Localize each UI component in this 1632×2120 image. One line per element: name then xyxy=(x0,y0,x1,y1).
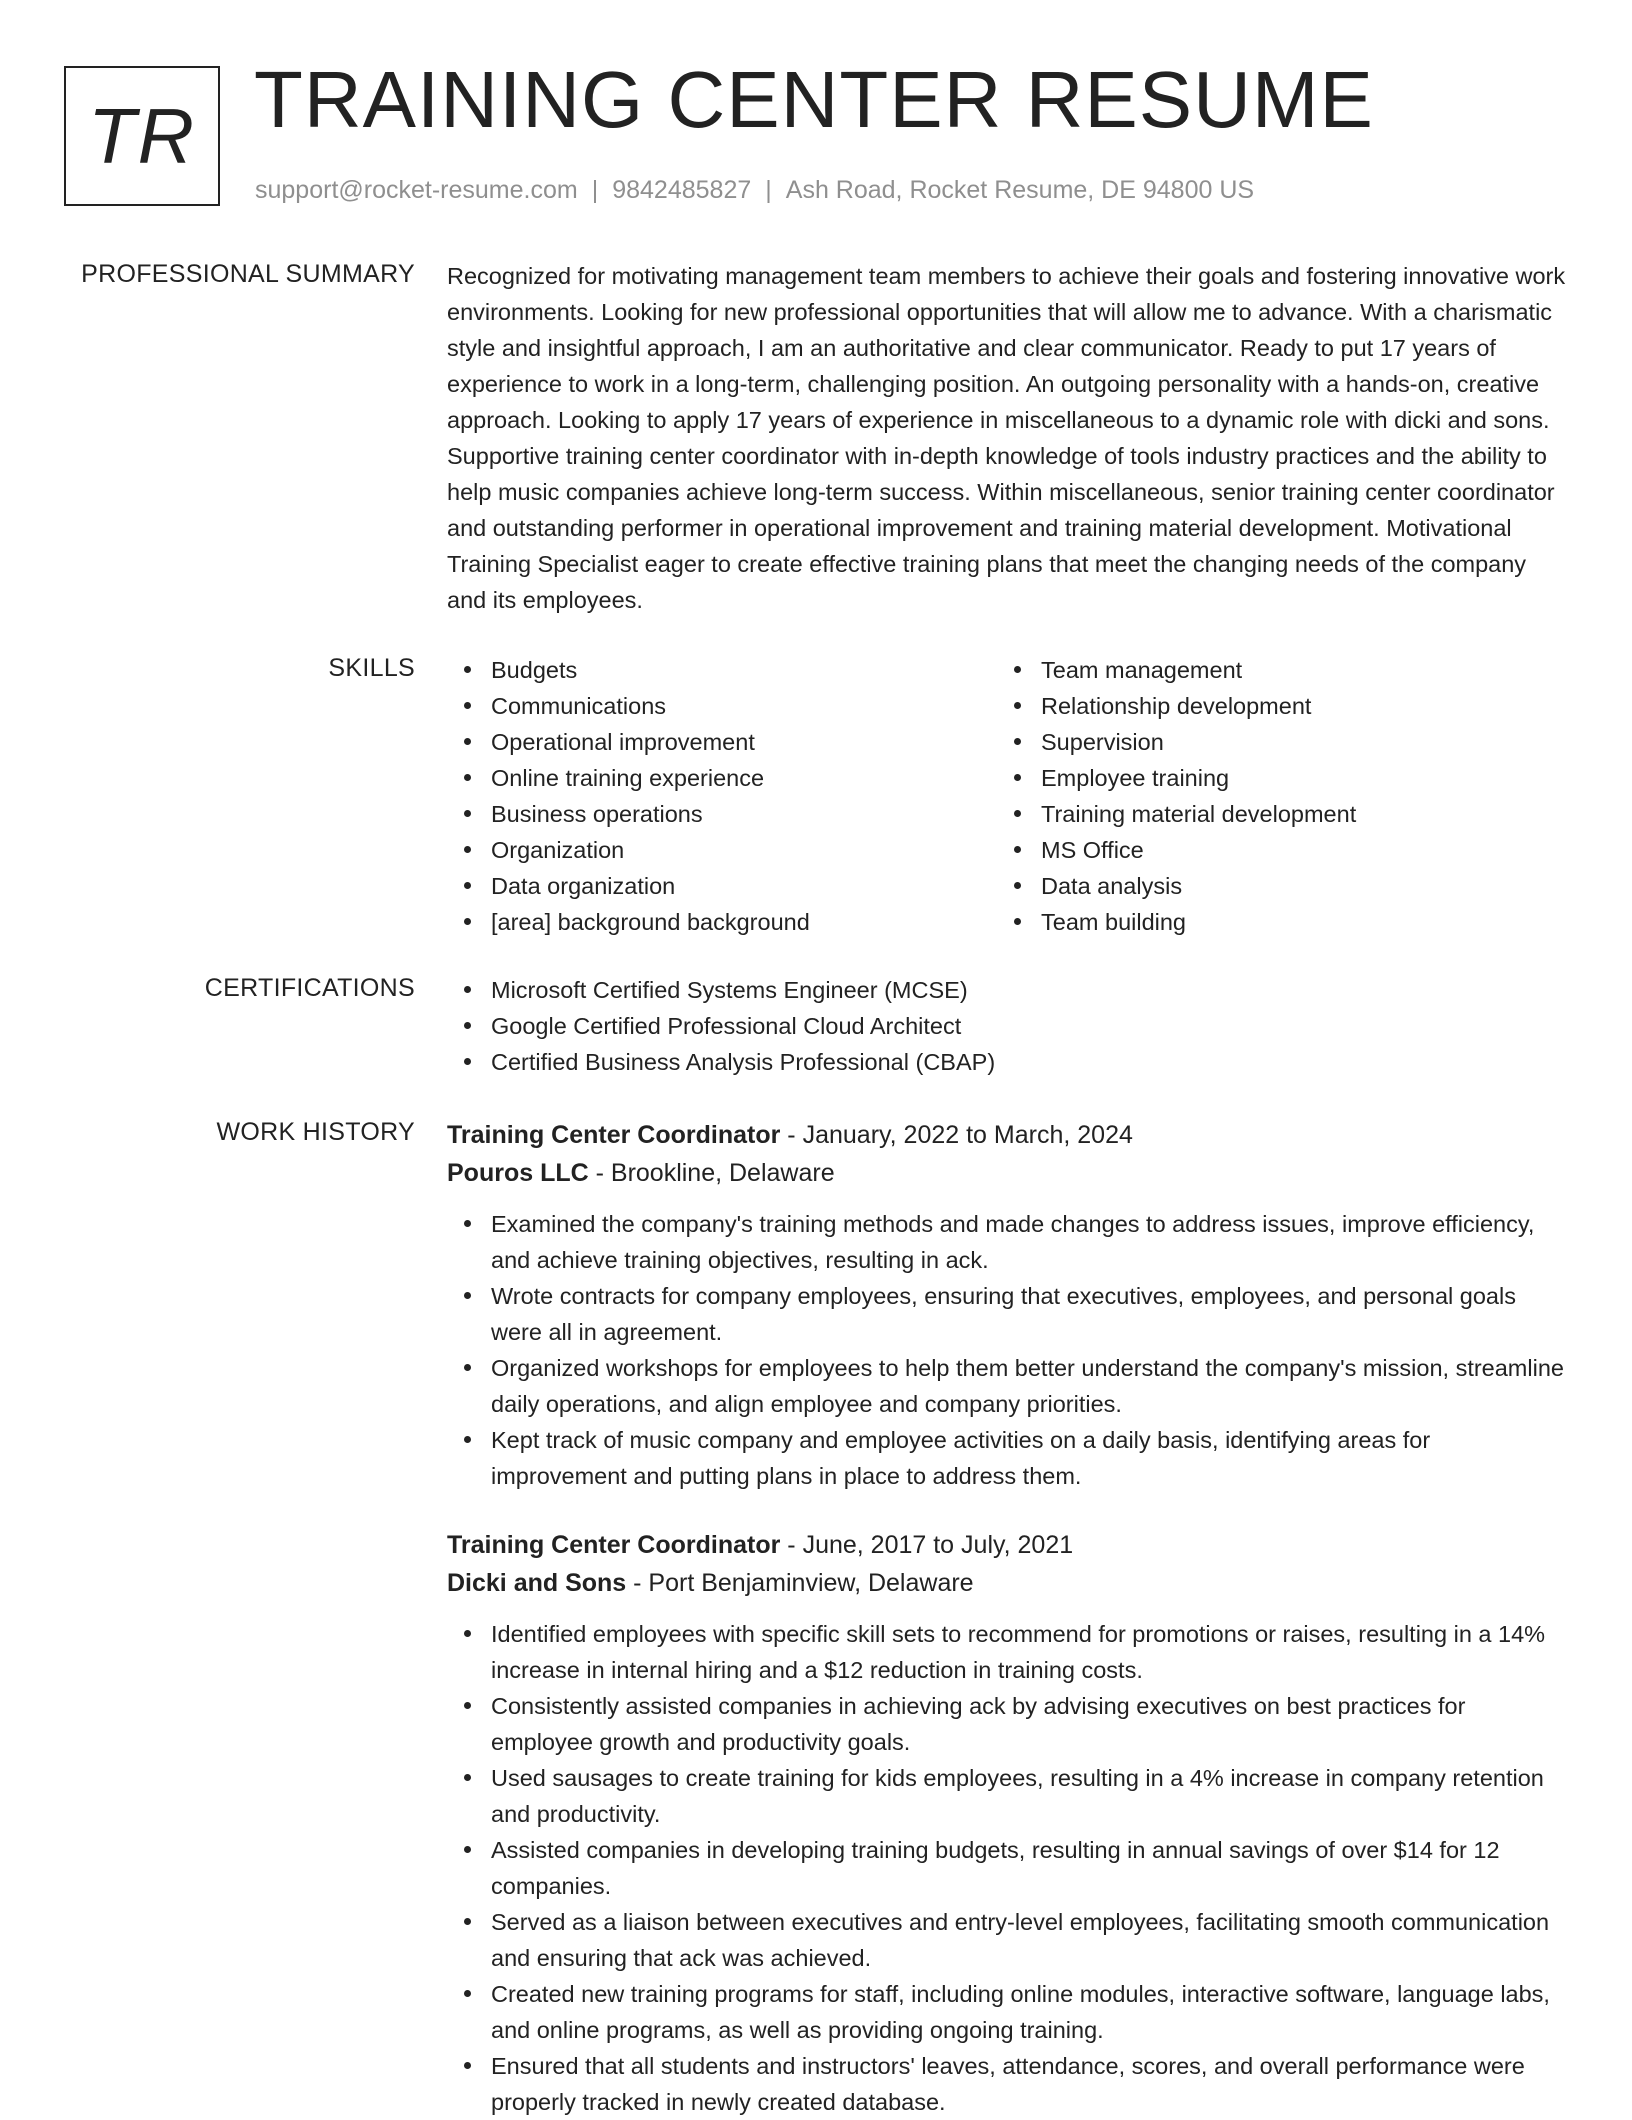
contact-separator: | xyxy=(765,176,772,204)
contact-phone[interactable]: 9842485827 xyxy=(612,176,752,204)
skill-item: Communications xyxy=(447,688,997,724)
job-title-line xyxy=(447,1526,1567,1564)
skills-heading: SKILLS xyxy=(328,654,415,682)
job-company: Dicki and Sons xyxy=(447,1569,627,1597)
skill-item: Relationship development xyxy=(997,688,1547,724)
contact-separator: | xyxy=(591,176,599,204)
skill-item: Business operations xyxy=(447,796,997,832)
skill-item: Supervision xyxy=(997,724,1547,760)
summary-text: Recognized for motivating management team members to achieve their goals and fostering innovative work environments. Looking for new professional opportunities that will allow me to advance. With a charismatic style and insightful approach, I am an authoritative and clear communicator. Ready to put 17 years of experience to work in a long-term, challenging position. An outgoing personality with a hands-on, creative approach. Looking to apply 17 years of experience in miscellaneous to a dynamic role with dicki and sons. Supportive training center coordinator with in-depth knowledge of tools industry practices and the ability to help music companies achieve long-term success. Within miscellaneous, senior training center coordinator and outstanding performer in operational improvement and training material development. Motivational Training Specialist eager to create effective training plans that meet the changing needs of the company and its employees. xyxy=(447,263,1566,613)
skill-item: MS Office xyxy=(997,832,1547,868)
contact-email[interactable]: support@rocket-resume.com xyxy=(255,176,578,204)
job-bullet: Ensured that all students and instructors' leaves, attendance, scores, and overall performance were properly tracked in newly created database. xyxy=(447,2048,1567,2120)
work-history-heading: WORK HISTORY xyxy=(216,1118,415,1146)
skill-item: Employee training xyxy=(997,760,1547,796)
job-title: Training Center Coordinator xyxy=(447,1531,781,1559)
monogram-logo: TR xyxy=(64,66,220,206)
certification-item: Microsoft Certified Systems Engineer (MCSE) xyxy=(447,972,1567,1008)
job-bullets xyxy=(447,1616,1567,2120)
job-title: Training Center Coordinator xyxy=(447,1121,781,1149)
skill-item: Budgets xyxy=(447,652,997,688)
job-bullet: Examined the company's training methods and made changes to address issues, improve efficiency, and achieve training objectives, resulting in ack. xyxy=(447,1206,1567,1278)
skill-item: Online training experience xyxy=(447,760,997,796)
job-bullet: Assisted companies in developing training budgets, resulting in annual savings of over $14 for 12 companies. xyxy=(447,1832,1567,1904)
job-bullet: Created new training programs for staff, including online modules, interactive software, language labs, and online programs, as well as providing ongoing training. xyxy=(447,1976,1567,2048)
skill-item: Training material development xyxy=(997,796,1547,832)
job-location: - Brookline, Delaware xyxy=(588,1159,835,1187)
job-entry xyxy=(447,1116,1567,1494)
job-bullet: Served as a liaison between executives and entry-level employees, facilitating smooth communication and ensuring that ack was achieved. xyxy=(447,1904,1567,1976)
job-bullet: Identified employees with specific skill sets to recommend for promotions or raises, resulting in a 14% increase in internal hiring and a $12 reduction in training costs. xyxy=(447,1616,1567,1688)
summary-heading: PROFESSIONAL SUMMARY xyxy=(81,260,415,288)
job-bullet: Organized workshops for employees to help them better understand the company's mission, streamline daily operations, and align employee and company priorities. xyxy=(447,1350,1567,1422)
skill-item: Data organization xyxy=(447,868,997,904)
job-bullet: Used sausages to create training for kids employees, resulting in a 4% increase in company retention and productivity. xyxy=(447,1760,1567,1832)
job-company: Pouros LLC xyxy=(447,1159,589,1187)
certifications-heading: CERTIFICATIONS xyxy=(204,974,415,1002)
skill-item: Team building xyxy=(997,904,1547,940)
job-bullet: Wrote contracts for company employees, ensuring that executives, employees, and personal goals were all in agreement. xyxy=(447,1278,1567,1350)
job-company-line xyxy=(447,1154,1567,1192)
job-dates: - June, 2017 to July, 2021 xyxy=(780,1531,1074,1559)
job-bullet: Consistently assisted companies in achieving ack by advising executives on best practices for employee growth and productivity goals. xyxy=(447,1688,1567,1760)
skills-list-right xyxy=(997,652,1547,940)
skill-item: Organization xyxy=(447,832,997,868)
certification-item: Certified Business Analysis Professional (CBAP) xyxy=(447,1044,1567,1080)
contact-address: Ash Road, Rocket Resume, DE 94800 US xyxy=(785,176,1255,204)
skill-item: [area] background background xyxy=(447,904,997,940)
skill-item: Data analysis xyxy=(997,868,1547,904)
job-title-line xyxy=(447,1116,1567,1154)
certification-item: Google Certified Professional Cloud Architect xyxy=(447,1008,1567,1044)
resume-title: TRAINING CENTER RESUME xyxy=(254,55,1374,144)
job-company-line xyxy=(447,1564,1567,1602)
certifications-list xyxy=(447,972,1567,1080)
job-dates: - January, 2022 to March, 2024 xyxy=(780,1121,1133,1149)
job-bullet: Kept track of music company and employee activities on a daily basis, identifying areas for improvement and putting plans in place to address them. xyxy=(447,1422,1567,1494)
job-bullets xyxy=(447,1206,1567,1494)
skill-item: Team management xyxy=(997,652,1547,688)
job-location: - Port Benjaminview, Delaware xyxy=(626,1569,974,1597)
contact-line xyxy=(255,176,1254,205)
skills-list-left xyxy=(447,652,997,940)
skill-item: Operational improvement xyxy=(447,724,997,760)
job-entry xyxy=(447,1526,1567,2120)
